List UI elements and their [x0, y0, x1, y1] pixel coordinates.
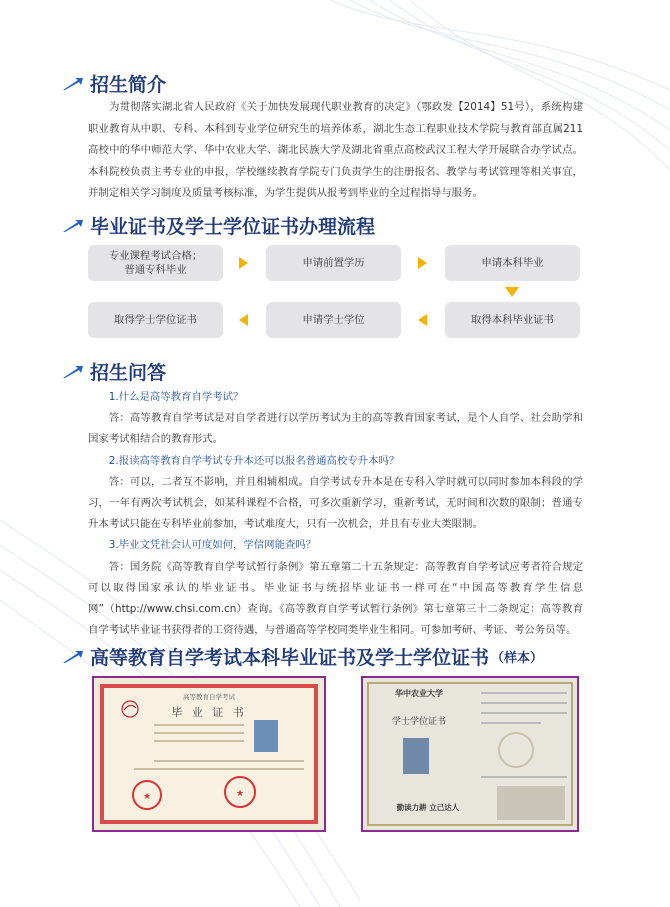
faq-question-2: 2.报读高等教育自学考试专升本还可以报名普通高校专升本吗？ [108, 454, 400, 467]
flow-arrow-right-icon [418, 257, 427, 269]
faq-answer-2: 答：可以，二者互不影响，并且相辅相成。自学考试专升本是在专科入学时就可以同时参加本科段的学习，一年有两次考试机会，如某科课程不合格，可多次重新学习，重新考试，无时间和次数的限制；普通专升本考试只能在专科毕业前参加，考试难度大，只有一次机会，并且有专业大类限制。 [88, 475, 583, 531]
degree-sample-image [361, 676, 579, 832]
faq-title-text: 招生问答 [90, 362, 167, 384]
certs-title-suffix: （样本） [491, 651, 544, 666]
svg-text:★: ★ [142, 792, 152, 802]
intro-text: 为贯彻落实湖北省人民政府《关于加快发展现代职业教育的决定》（鄂政发【2014】51号），系统构建职业教育从中职、专科、本科到专业学位研究生的培养体系，湖北生态工程职业技术学院与教育部直属211高校中的华中师范大学、华中农业大学、湖北民族大学及湖北省重点高校武汉工程大学开展联合办学试点。本科院校负责主考专业的申报，学校继续教育学院专门负责学生的注册报名、教学与考试管理等相关事宜，并制定相关学习制度及质量考核标准，为学生提供从报考到毕业的全过程指导与服务。 [88, 101, 583, 199]
flow-step-label: 取得学士学位证书 [113, 314, 198, 326]
diploma-sample-image [92, 676, 326, 832]
flow-step-2 [266, 245, 401, 281]
faq-question-1: 1.什么是高等教育自学考试？ [108, 391, 244, 403]
degree-watermark-icon [491, 730, 541, 770]
flow-step-6 [88, 302, 223, 338]
arrow-icon [62, 365, 84, 379]
diploma-emblem-icon [120, 700, 140, 718]
certs-section-title [62, 643, 543, 670]
intro-title-text: 招生简介 [90, 74, 167, 96]
flow-step-3 [445, 245, 580, 281]
intro-section-title [62, 70, 166, 97]
faq-answer-1: 答：高等教育自学考试是对自学者进行以学历考试为主的高等教育国家考试，是个人自学、社会助学和国家考试相结合的教育形式。 [88, 412, 583, 446]
flow-title-text: 毕业证书及学士学位证书办理流程 [90, 216, 376, 238]
faq-list [88, 387, 583, 641]
flow-step-label: 申请本科毕业 [481, 257, 544, 269]
flow-arrow-left-icon [418, 314, 427, 326]
flow-section-title [62, 212, 375, 239]
arrow-icon [62, 650, 84, 664]
flow-step-4 [445, 302, 580, 338]
certs-title-text: 高等教育自学考试本科毕业证书及学士学位证书 [90, 647, 490, 669]
flow-arrow-down-icon [505, 287, 519, 297]
seal-right-icon [222, 774, 258, 810]
flow-step-1 [88, 245, 223, 281]
flow-step-5 [266, 302, 401, 338]
photo-placeholder [403, 738, 429, 774]
faq-answer-3: 答：国务院《高等教育自学考试暂行条例》第五章第二十五条规定：高等教育自学考试应考者符合规定可以取得国家承认的毕业证书。毕业证书与统招毕业证书一样可在“中国高等教育学生信息网”（http://www.chsi.com.cn）查询。《高等教育自学考试暂行条例》第七章第三十二条规定：高等教育自学考试毕业证书获得者的工资待遇，与普通高等学校同类毕业生相同。可参加考研、考证、考公务员等。 [88, 560, 583, 637]
faq-section-title [62, 358, 166, 385]
degree-university: 华中农业大学 [395, 689, 443, 698]
intro-paragraph [88, 97, 583, 205]
flow-step-label: 申请学士学位 [302, 314, 365, 326]
svg-text:★: ★ [235, 789, 245, 799]
arrow-icon [62, 219, 84, 233]
arrow-icon [62, 77, 84, 91]
seal-left-icon [130, 778, 164, 812]
flow-arrow-left-icon [239, 314, 248, 326]
degree-title: 学士学位证书 [391, 717, 446, 727]
photo-placeholder [254, 720, 278, 752]
degree-motto: 勤读力耕 立己达人 [396, 803, 460, 812]
flow-step-label: 取得本科毕业证书 [470, 314, 555, 326]
flow-arrow-right-icon [239, 257, 248, 269]
campus-photo [497, 786, 565, 820]
flow-step-label: 申请前置学历 [302, 257, 365, 269]
faq-question-3: 3.毕业文凭社会认可度如何，学信网能查吗？ [108, 539, 317, 552]
diploma-title: 毕 业 证 书 [171, 706, 247, 719]
diploma-header: 高等教育自学考试 [183, 693, 235, 701]
flow-step-label: 专业课程考试合格； 普通专科毕业 [108, 250, 203, 276]
